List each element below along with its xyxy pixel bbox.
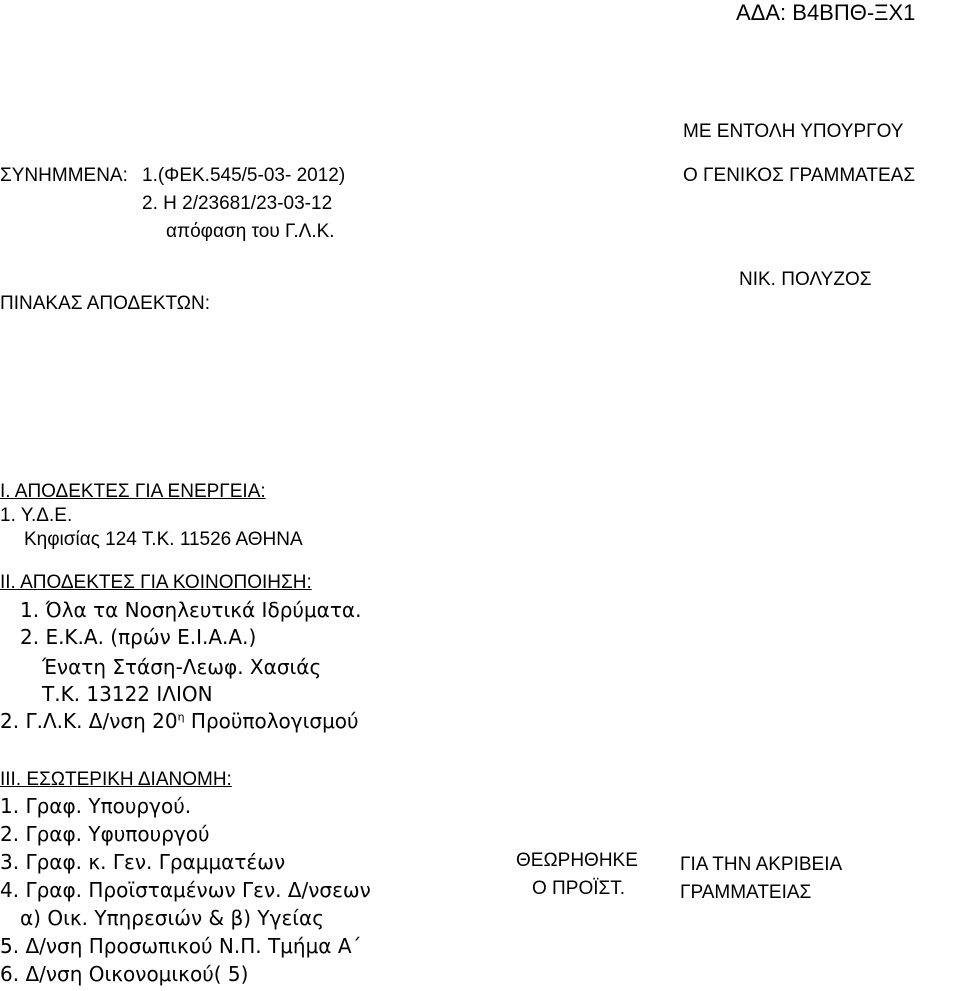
section-3-item-4: 4. Γραφ. Προϊσταμένων Γεν. Δ/νσεων (0, 878, 371, 902)
section-1-heading: Ι. ΑΠΟΔΕΚΤΕΣ ΓΙΑ ΕΝΕΡΓΕΙΑ: (0, 481, 266, 502)
section-3-item-5: 5. Δ/νση Προσωπικού Ν.Π. Τμήμα Α΄ (0, 934, 362, 958)
signature-name: ΝΙΚ. ΠΟΛΥΖΟΣ (739, 269, 872, 290)
section-2-heading: ΙΙ. ΑΠΟΔΕΚΤΕΣ ΓΙΑ ΚΟΙΝΟΠΟΙΗΣΗ: (0, 572, 312, 593)
gla-suffix: Προϋπολογισμού (184, 709, 359, 733)
attachments-label: ΣΥΝΗΜΜΕΝΑ: (0, 165, 128, 186)
section-1-item-1: 1. Υ.Δ.Ε. (0, 505, 73, 526)
accuracy-line-2: ΓΡΑΜΜΑΤΕΙΑΣ (680, 882, 812, 903)
section-3-heading: ΙΙΙ. ΕΣΩΤΕΡΙΚΗ ΔΙΑΝΟΜΗ: (0, 769, 232, 790)
accuracy-line-1: ΓΙΑ ΤΗΝ ΑΚΡΙΒΕΙΑ (680, 854, 843, 875)
gla-prefix: 2. Γ.Λ.Κ. Δ/νση 20 (0, 709, 178, 733)
approval-line-1: ΘΕΩΡΗΘΗΚΕ (516, 850, 638, 871)
section-2-item-1: 1. Όλα τα Νοσηλευτικά Ιδρύματα. (20, 598, 362, 622)
attachment-item-1: 1.(ΦΕΚ.545/5-03- 2012) (142, 165, 346, 186)
section-2-item-2-line-3: Τ.Κ. 13122 ΙΛΙΟΝ (42, 682, 213, 706)
section-2-gla-item (0, 711, 359, 731)
section-2-item-2-line-2: Ένατη Στάση-Λεωφ. Χασιάς (42, 655, 322, 679)
section-3-item-2: 2. Γραφ. Υφυπουργού (0, 822, 210, 846)
section-3-item-1: 1. Γραφ. Υπουργού. (0, 794, 192, 818)
ada-code: ΑΔΑ: Β4ΒΠΘ-ΞΧ1 (736, 0, 916, 25)
recipients-table-label: ΠΙΝΑΚΑΣ ΑΠΟΔΕΚΤΩΝ: (0, 293, 210, 314)
section-3-item-3: 3. Γραφ. κ. Γεν. Γραμματέων (0, 850, 286, 874)
section-3-item-6: 6. Δ/νση Οικονομικού( 5) (0, 962, 249, 986)
signature-order: ΜΕ ΕΝΤΟΛΗ ΥΠΟΥΡΓΟΥ (683, 121, 904, 142)
section-3-item-4-sub: α) Οικ. Υπηρεσιών & β) Υγείας (20, 906, 324, 930)
signature-title: Ο ΓΕΝΙΚΟΣ ΓΡΑΜΜΑΤΕΑΣ (683, 165, 916, 186)
gla-superscript: η (177, 710, 185, 724)
approval-line-2: Ο ΠΡΟΪΣΤ. (532, 878, 626, 899)
section-1-item-1-address: Κηφισίας 124 Τ.Κ. 11526 ΑΘΗΝΑ (24, 529, 303, 550)
attachment-item-2-continued: απόφαση του Γ.Λ.Κ. (166, 221, 335, 242)
attachment-item-2: 2. Η 2/23681/23-03-12 (142, 193, 333, 214)
section-2-item-2: 2. Ε.Κ.Α. (πρών Ε.Ι.Α.Α.) (20, 625, 257, 649)
